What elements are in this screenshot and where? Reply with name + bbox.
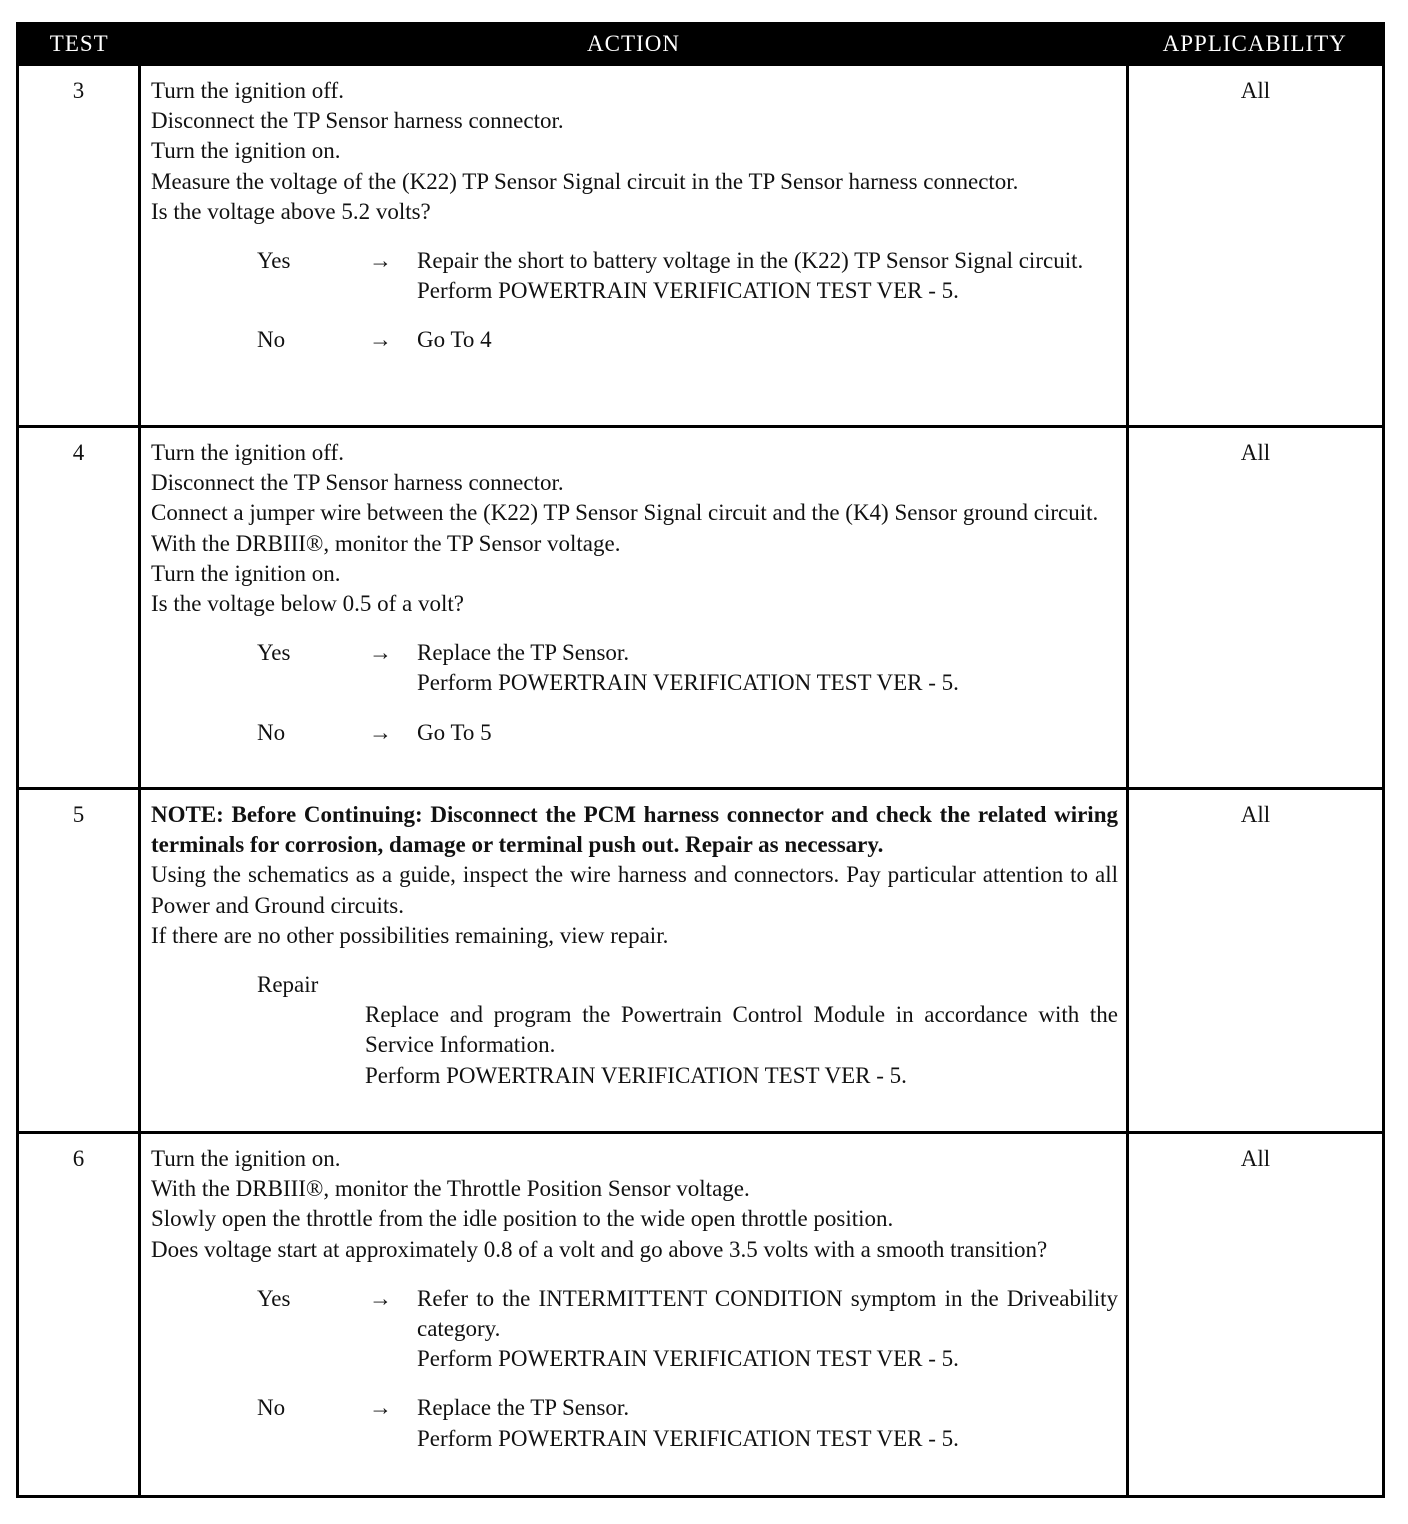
table-header-row: [18, 24, 1384, 65]
diagnostic-test-document: [16, 22, 1382, 1498]
action-step: Is the voltage below 0.5 of a volt?: [151, 591, 464, 617]
action-step: With the DRBIII®, monitor the TP Sensor voltage.: [151, 530, 621, 556]
action-step: Turn the ignition on.: [151, 560, 341, 586]
no-result: [151, 718, 1118, 748]
table-row: [18, 65, 1384, 427]
note-text: NOTE: Before Continuing: Disconnect the PCM harness connector and check the related wiring terminals for corrosion, damage or terminal push out. Repair as necessary.: [151, 802, 1118, 858]
action-step: Turn the ignition on.: [151, 138, 341, 164]
action-step: Slowly open the throttle from the idle position to the wide open throttle position.: [151, 1206, 894, 1232]
arrow-icon: →: [369, 327, 392, 353]
no-result: [151, 1393, 1118, 1453]
test-number: 3: [18, 65, 140, 427]
no-label: No: [257, 327, 286, 353]
action-step: Does voltage start at approximately 0.8 of a volt and go above 3.5 volts with a smooth transition?: [151, 1236, 1048, 1262]
applicability-value: All: [1128, 65, 1384, 427]
table-row: [18, 1133, 1384, 1497]
repair-text: Replace and program the Powertrain Control Module in accordance with the Service Information. Perform POWERTRAIN VERIFICATION TEST VER - 5.: [365, 1002, 1118, 1088]
applicability-value: All: [1128, 427, 1384, 789]
arrow-icon: →: [369, 1395, 392, 1421]
action-step: Disconnect the TP Sensor harness connector.: [151, 470, 564, 496]
table-row: [18, 789, 1384, 1133]
applicability-value: All: [1128, 1133, 1384, 1497]
repair-label: Repair: [257, 972, 319, 998]
action-step: Measure the voltage of the (K22) TP Sensor Signal circuit in the TP Sensor harness connector.: [151, 168, 1019, 194]
action-step: Is the voltage above 5.2 volts?: [151, 198, 431, 224]
test-number: 6: [18, 1133, 140, 1497]
action-step: Disconnect the TP Sensor harness connector.: [151, 108, 564, 134]
arrow-icon: →: [369, 248, 392, 274]
action-cell: [140, 789, 1128, 1133]
yes-result: [151, 246, 1118, 306]
action-step: Turn the ignition off.: [151, 78, 344, 103]
action-step: Connect a jumper wire between the (K22) TP Sensor Signal circuit and the (K4) Sensor ground circuit.: [151, 500, 1099, 526]
yes-label: Yes: [257, 640, 291, 666]
action-step: Using the schematics as a guide, inspect the wire harness and connectors. Pay particular attention to all Power and Ground circuits.: [151, 862, 1118, 918]
yes-label: Yes: [257, 248, 291, 274]
action-cell: [140, 1133, 1128, 1497]
test-number: 4: [18, 427, 140, 789]
yes-text: Repair the short to battery voltage in the (K22) TP Sensor Signal circuit. Perform POWERTRAIN VERIFICATION TEST VER - 5.: [417, 248, 1084, 304]
arrow-icon: →: [369, 640, 392, 666]
action-step: Turn the ignition off.: [151, 440, 344, 465]
header-test: TEST: [18, 24, 140, 65]
action-step: If there are no other possibilities remaining, view repair.: [151, 922, 669, 948]
no-text: Replace the TP Sensor. Perform POWERTRAIN VERIFICATION TEST VER - 5.: [417, 1395, 959, 1451]
no-result: [151, 325, 1118, 355]
action-cell: [140, 427, 1128, 789]
table-row: [18, 427, 1384, 789]
no-label: No: [257, 1395, 286, 1421]
action-step: With the DRBIII®, monitor the Throttle Position Sensor voltage.: [151, 1176, 750, 1202]
arrow-icon: →: [369, 1285, 392, 1311]
no-text: Go To 5: [417, 719, 492, 745]
yes-result: [151, 638, 1118, 698]
action-step: Turn the ignition on.: [151, 1146, 341, 1171]
applicability-value: All: [1128, 789, 1384, 1133]
yes-text: Replace the TP Sensor. Perform POWERTRAIN VERIFICATION TEST VER - 5.: [417, 640, 959, 696]
no-text: Go To 4: [417, 327, 492, 353]
diagnostic-test-table: [16, 22, 1385, 1498]
action-cell: [140, 65, 1128, 427]
no-label: No: [257, 719, 286, 745]
header-action: ACTION: [140, 24, 1128, 65]
yes-text: Refer to the INTERMITTENT CONDITION symptom in the Driveability category. Perform POWERTRAIN VERIFICATION TEST VER - 5.: [417, 1285, 1118, 1372]
yes-result: [151, 1284, 1118, 1375]
arrow-icon: →: [369, 719, 392, 745]
test-number: 5: [18, 789, 140, 1133]
yes-label: Yes: [257, 1285, 291, 1311]
header-applicability: APPLICABILITY: [1128, 24, 1384, 65]
